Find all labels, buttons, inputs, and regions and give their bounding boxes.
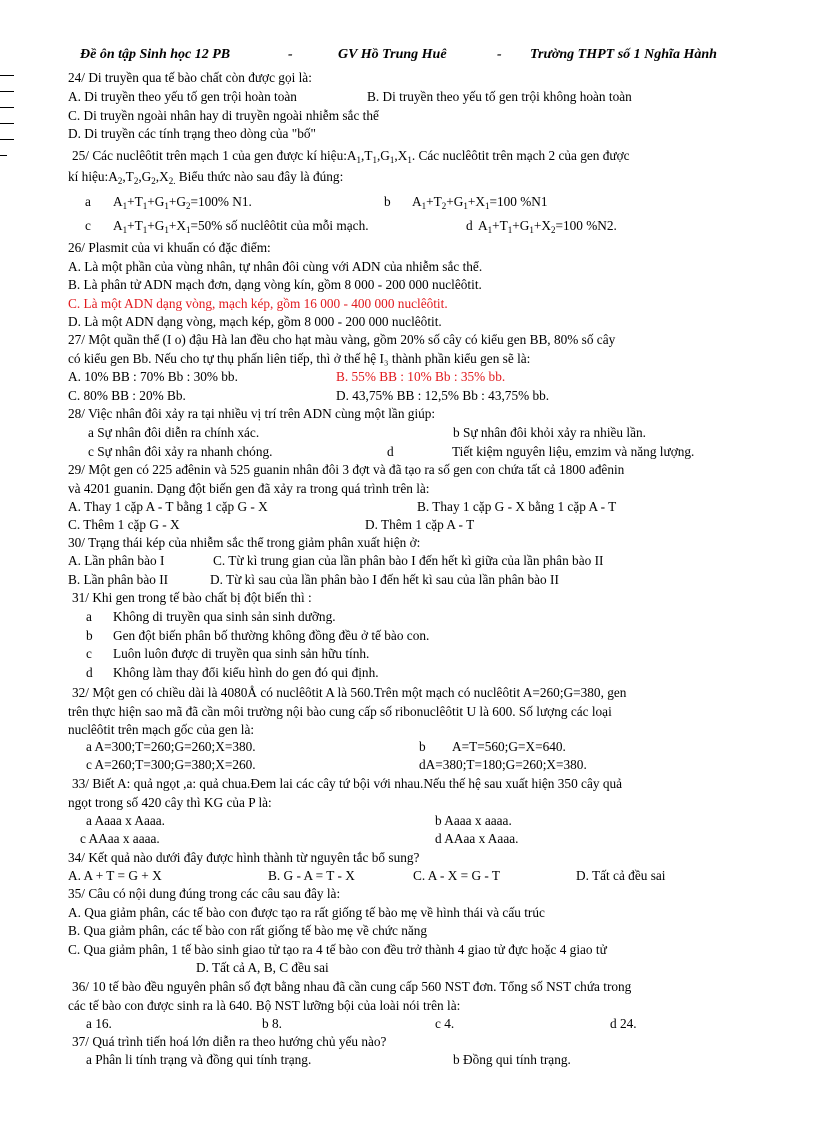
option-d: Tiết kiệm nguyên liệu, emzim và năng lượng.: [452, 444, 695, 459]
option-c: c A=260;T=300;G=380;X=260.: [86, 757, 256, 772]
option-b: Gen đột biến phân bố thường không đồng đều ở tế bào con.: [113, 628, 430, 643]
option-b: B. Qua giảm phân, các tế bào con rất giống tế bào mẹ về chức năng: [68, 923, 428, 938]
question-text: 30/ Trạng thái kép của nhiễm sắc thể trong giảm phân xuất hiện ở:: [68, 535, 421, 550]
question-text: 25/ Các nuclêôtit trên mạch 1 của gen được kí $hiệu:A_1,T_1,G_1,X_1$. Các nuclêôtit trên mạch 2 của gen được: [72, 148, 630, 165]
option-a: Không di truyền qua sinh sản sinh dưỡng.: [113, 609, 336, 624]
option-d: $A_1+T_1+G_1+X_2=100$ %N2.: [478, 218, 617, 235]
option-b: B. Là phân tử ADN mạch đơn, dạng vòng kín, gồm 8 000 - 200 000 nuclêôtit.: [68, 277, 482, 292]
option-a: a A=300;T=260;G=260;X=380.: [86, 739, 256, 754]
option-a: A. 10% BB : 70% Bb : 30% bb.: [68, 369, 238, 384]
question-text: ngọt trong số 420 cây thì KG của P là:: [68, 795, 272, 810]
option-d-label: d: [387, 444, 394, 459]
option-a: a Sự nhân đôi diễn ra chính xác.: [88, 425, 260, 440]
option-b: b Aaaa x aaaa.: [435, 813, 512, 828]
header-dash: -: [288, 47, 293, 62]
question-text: 34/ Kết quả nào dưới đây được hình thành từ nguyên tắc bổ sung?: [68, 850, 420, 865]
option-c-label: c: [85, 218, 91, 233]
option-d: D. Thêm 1 cặp A - T: [365, 517, 475, 532]
question-text: 36/ 10 tế bào đều nguyên phân số đợt bằng nhau đã cần cung cấp 560 NST đơn. Tổng số NST chứa trong: [72, 979, 632, 994]
option-d: D. Tất cả đều sai: [576, 868, 666, 883]
option-a: $A_1+T_1+G_1+G_2=100\%$ N1.: [113, 194, 252, 211]
option-b: B. Lần phân bào II: [68, 572, 169, 587]
option-c: C. Di truyền ngoài nhân hay di truyền ngoài nhiễm sắc thể: [68, 108, 379, 123]
option-d-label: d: [86, 665, 93, 680]
option-d: dA=380;T=180;G=260;X=380.: [419, 757, 587, 772]
option-b: B. Di truyền theo yếu tố gen trội không hoàn toàn: [367, 89, 632, 104]
page-header: [0, 47, 816, 67]
header-dash: -: [497, 47, 502, 62]
question-text: 27/ Một quần thể (I o) đậu Hà lan đều cho hạt màu vàng, gồm 20% số cây có kiểu gen BB, 80% số cây: [68, 332, 616, 347]
option-b-label: b: [419, 739, 426, 754]
option-c: C. Từ kì trung gian của lần phân bào I đến hết kì giữa của lần phân bào II: [213, 553, 604, 568]
question-text: nuclêôtit trên mạch gốc của gen là:: [68, 722, 255, 737]
option-b: B. G - A = T - X: [268, 868, 355, 883]
option-a: A. Là một phần của vùng nhân, tự nhân đôi cùng với ADN của nhiễm sắc thể.: [68, 259, 483, 274]
header-teacher: GV Hồ Trung Huê: [338, 47, 447, 62]
option-b: b Sự nhân đôi khỏi xảy ra nhiều lần.: [453, 425, 646, 440]
option-c: C. Thêm 1 cặp G - X: [68, 517, 180, 532]
option-b: b 8.: [262, 1016, 282, 1031]
option-b-label: b: [86, 628, 93, 643]
question-text: 33/ Biết A: quả ngọt ,a: quả chua.Đem lai các cây tứ bội với nhau.Nếu thế hệ sau xuất hiện 350 cây quả: [72, 776, 623, 791]
question-text: các tế bào con được sinh ra là 640. Bộ NST lưỡng bội của loài nói trên là:: [68, 998, 461, 1013]
option-d: d AAaa x Aaaa.: [435, 831, 519, 846]
option-a-label: a: [86, 609, 92, 624]
question-text: 26/ Plasmit của vi khuẩn có đặc điểm:: [68, 240, 271, 255]
question-24: [0, 68, 816, 87]
question-text: 32/ Một gen có chiều dài là 4080Å có nuclêôtit A là 560.Trên một mạch có nuclêôtit A=260;G=380, gen: [72, 685, 627, 700]
question-25: [0, 146, 816, 165]
option-b: $A_1+T_2+G_1+X_1=100$ %N1: [412, 194, 548, 211]
header-school: Trường THPT số 1 Nghĩa Hành: [530, 47, 717, 62]
option-d: D. Là một ADN dạng vòng, mạch kép, gồm 8 000 - 200 000 nuclêôtit.: [68, 314, 442, 329]
option-d: d 24.: [610, 1016, 637, 1031]
option-b: b Đồng qui tính trạng.: [453, 1052, 571, 1067]
option-c-label: c: [86, 646, 92, 661]
option-a: A. A + T = G + X: [68, 868, 162, 883]
option-a: A. Qua giảm phân, các tế bào con được tạo ra rất giống tế bào mẹ về hình thái và cấu trúc: [68, 905, 545, 920]
question-text: có kiểu gen Bb. Nếu cho tự thụ phấn liên tiếp, thì ở thế hệ I₃ thành phần kiểu gen sẽ là:: [68, 351, 531, 366]
question-text: trên thực hiện sao mã đã cần môi trường nội bào cung cấp số ribonuclêôtit U là 600. Số lượng các loại: [68, 704, 612, 719]
question-text: 35/ Câu có nội dung đúng trong các câu sau đây là:: [68, 886, 341, 901]
option-b-label: b: [384, 194, 391, 209]
question-text: 31/ Khi gen trong tế bào chất bị đột biến thì :: [72, 590, 312, 605]
option-d-label: d: [466, 218, 473, 233]
option-c: C. Qua giảm phân, 1 tế bào sinh giao tử tạo ra 4 tế bào con đều trở thành 4 giao tử đực hoặc 4 giao tử: [68, 942, 607, 957]
option-b: A=T=560;G=X=640.: [452, 739, 566, 754]
option-c: c AAaa x aaaa.: [80, 831, 160, 846]
option-a: A. Thay 1 cặp A - T bằng 1 cặp G - X: [68, 499, 268, 514]
option-d: D. 43,75% BB : 12,5% Bb : 43,75% bb.: [336, 388, 550, 403]
option-c: c 4.: [435, 1016, 455, 1031]
options-row: [0, 87, 816, 106]
option-c: C. A - X = G - T: [413, 868, 501, 883]
option-d: D. Di truyền các tính trạng theo dòng của "bố": [68, 126, 316, 141]
question-text: kí $hiệu:A_2,T_2,G_2,X_{2.}$ Biểu thức nào sau đây là đúng:: [68, 169, 344, 186]
option-c: C. 80% BB : 20% Bb.: [68, 388, 186, 403]
option-b: B. Thay 1 cặp G - X bằng 1 cặp A - T: [417, 499, 617, 514]
option-a: a Phân li tính trạng và đồng qui tính trạng.: [86, 1052, 312, 1067]
option-c: c Sự nhân đôi xảy ra nhanh chóng.: [88, 444, 273, 459]
question-text: 28/ Việc nhân đôi xảy ra tại nhiều vị trí trên ADN cùng một lần giúp:: [68, 406, 436, 421]
question-text: 29/ Một gen có 225 ađênin và 525 guanin nhân đôi 3 đợt và đã tạo ra số gen con chứa tất cả 1800 ađênin: [68, 462, 625, 477]
option-d: Không làm thay đổi kiểu hình do gen đó qui định.: [113, 665, 379, 680]
option-a-label: a: [85, 194, 91, 209]
option-a: A. Lần phân bào I: [68, 553, 165, 568]
option-c: $A_1+T_1+G_1+X_1=50\%$ số nuclêôtit của mỗi mạch.: [113, 218, 369, 235]
option-d: D. Tất cả A, B, C đều sai: [196, 960, 329, 975]
option-a: a Aaaa x Aaaa.: [86, 813, 165, 828]
question-text: và 4201 guanin. Dạng đột biến gen đã xảy ra trong quá trình trên là:: [68, 481, 430, 496]
option-c-correct: C. Là một ADN dạng vòng, mạch kép, gồm 16 000 - 400 000 nuclêôtit.: [68, 296, 448, 311]
option-c: Luôn luôn được di truyền qua sinh sản hữu tính.: [113, 646, 370, 661]
header-subject: Đề ôn tập Sinh học 12 PB: [80, 47, 231, 62]
option-d: D. Từ kì sau của lần phân bào I đến hết kì sau của lần phân bào II: [210, 572, 559, 587]
question-text: 24/ Di truyền qua tế bào chất còn được gọi là:: [68, 70, 312, 85]
question-text: 37/ Quá trình tiến hoá lớn diễn ra theo hướng chủ yếu nào?: [72, 1034, 387, 1049]
option-b-correct: B. 55% BB : 10% Bb : 35% bb.: [336, 369, 506, 384]
option-a: A. Di truyền theo yếu tố gen trội hoàn toàn: [68, 89, 297, 104]
option-a: a 16.: [86, 1016, 112, 1031]
